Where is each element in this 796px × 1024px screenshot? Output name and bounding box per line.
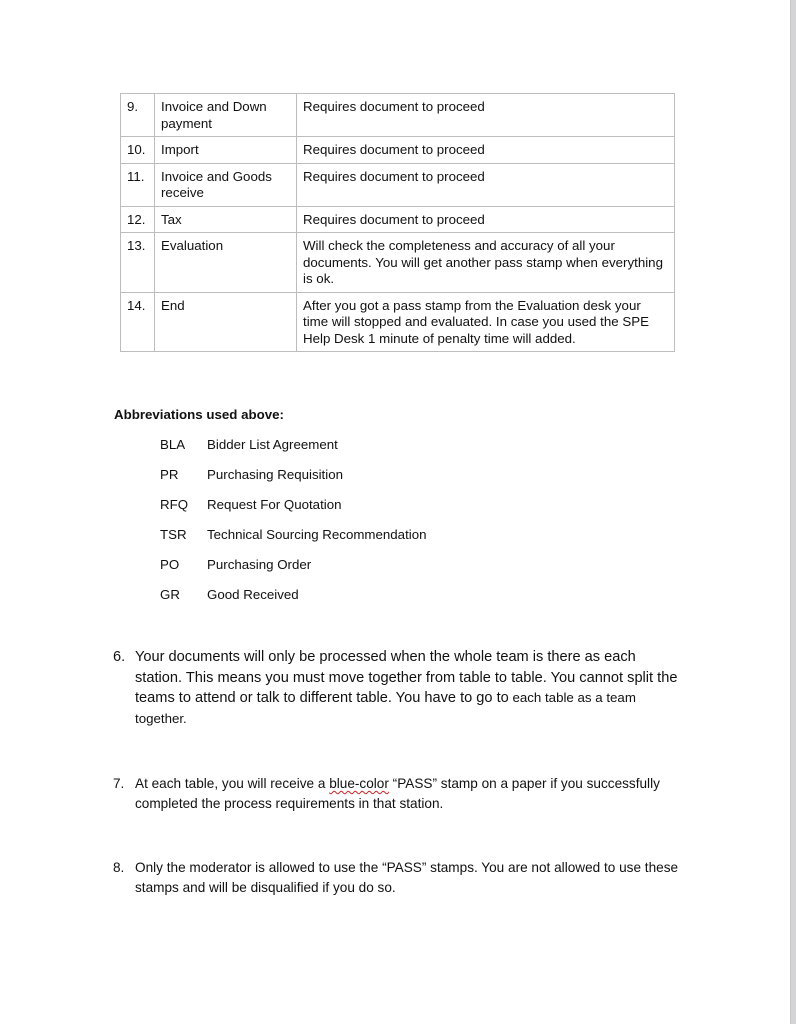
- table-row: [121, 163, 675, 206]
- abbreviation-meaning: Request For Quotation: [207, 497, 342, 512]
- abbreviations-list: [160, 437, 427, 617]
- abbreviation-item: [160, 497, 427, 527]
- rule-item-8: [113, 858, 683, 898]
- vertical-scrollbar[interactable]: [790, 0, 796, 1024]
- abbreviation-code: PO: [160, 557, 180, 572]
- rule-number: 8.: [113, 860, 125, 875]
- abbreviation-item: [160, 467, 427, 497]
- rule-text-main: Your documents will only be processed when the whole team is there as each station. This means you must move together from table to table. You cannot split the teams to attend or talk to different table. You have to go to: [135, 649, 678, 706]
- rule-item-6: [113, 647, 683, 729]
- step-description: Requires document to proceed: [297, 137, 675, 164]
- rule-text: [135, 774, 683, 814]
- step-description: Requires document to proceed: [297, 163, 675, 206]
- rule-text: [135, 647, 683, 729]
- abbreviation-meaning: Technical Sourcing Recommendation: [207, 527, 427, 542]
- step-name: Evaluation: [155, 233, 297, 293]
- abbreviation-meaning: Purchasing Order: [207, 557, 312, 572]
- abbreviation-code: PR: [160, 467, 179, 482]
- step-description: Requires document to proceed: [297, 94, 675, 137]
- table-row: [121, 137, 675, 164]
- step-number: 10.: [121, 137, 155, 164]
- step-name: Import: [155, 137, 297, 164]
- abbreviations-heading: Abbreviations used above:: [114, 407, 284, 422]
- table-row: [121, 94, 675, 137]
- abbreviation-item: [160, 557, 427, 587]
- rule-text-after: “PASS” stamp on a paper if you successfully completed the process requirements in that station.: [135, 776, 660, 811]
- abbreviation-meaning: Good Received: [207, 587, 299, 602]
- step-name: Invoice and Goods receive: [155, 163, 297, 206]
- rule-text-tail: each table as a team together.: [135, 690, 636, 726]
- table-row: [121, 206, 675, 233]
- step-number: 13.: [121, 233, 155, 293]
- step-name: End: [155, 292, 297, 352]
- rule-text: Only the moderator is allowed to use the “PASS” stamps. You are not allowed to use these stamps and will be disqualified if you do so.: [135, 860, 679, 895]
- abbreviation-code: RFQ: [160, 497, 189, 512]
- abbreviation-item: [160, 437, 427, 467]
- abbreviation-code: TSR: [160, 527, 187, 542]
- step-description: Will check the completeness and accuracy of all your documents. You will get another pass stamp when everything is ok.: [297, 233, 675, 293]
- process-steps-table: [120, 93, 675, 352]
- rule-number: 7.: [113, 776, 125, 791]
- step-number: 11.: [121, 163, 155, 206]
- table-row: [121, 233, 675, 293]
- abbreviation-item: [160, 587, 427, 617]
- abbreviation-code: BLA: [160, 437, 186, 452]
- step-name: Tax: [155, 206, 297, 233]
- step-description: After you got a pass stamp from the Evaluation desk your time will stopped and evaluated. In case you used the SPE Help Desk 1 minute of penalty time will added.: [297, 292, 675, 352]
- step-name: Invoice and Down payment: [155, 94, 297, 137]
- step-number: 12.: [121, 206, 155, 233]
- step-number: 14.: [121, 292, 155, 352]
- step-number: 9.: [121, 94, 155, 137]
- rule-number: 6.: [113, 649, 126, 665]
- abbreviation-item: [160, 527, 427, 557]
- step-description: Requires document to proceed: [297, 206, 675, 233]
- rule-text-before: At each table, you will receive a: [135, 776, 330, 791]
- rule-item-7: [113, 774, 683, 814]
- spellcheck-flagged-word[interactable]: blue-color: [329, 776, 389, 791]
- abbreviation-code: GR: [160, 587, 180, 602]
- abbreviation-meaning: Purchasing Requisition: [207, 467, 344, 482]
- abbreviation-meaning: Bidder List Agreement: [207, 437, 338, 452]
- table-row: [121, 292, 675, 352]
